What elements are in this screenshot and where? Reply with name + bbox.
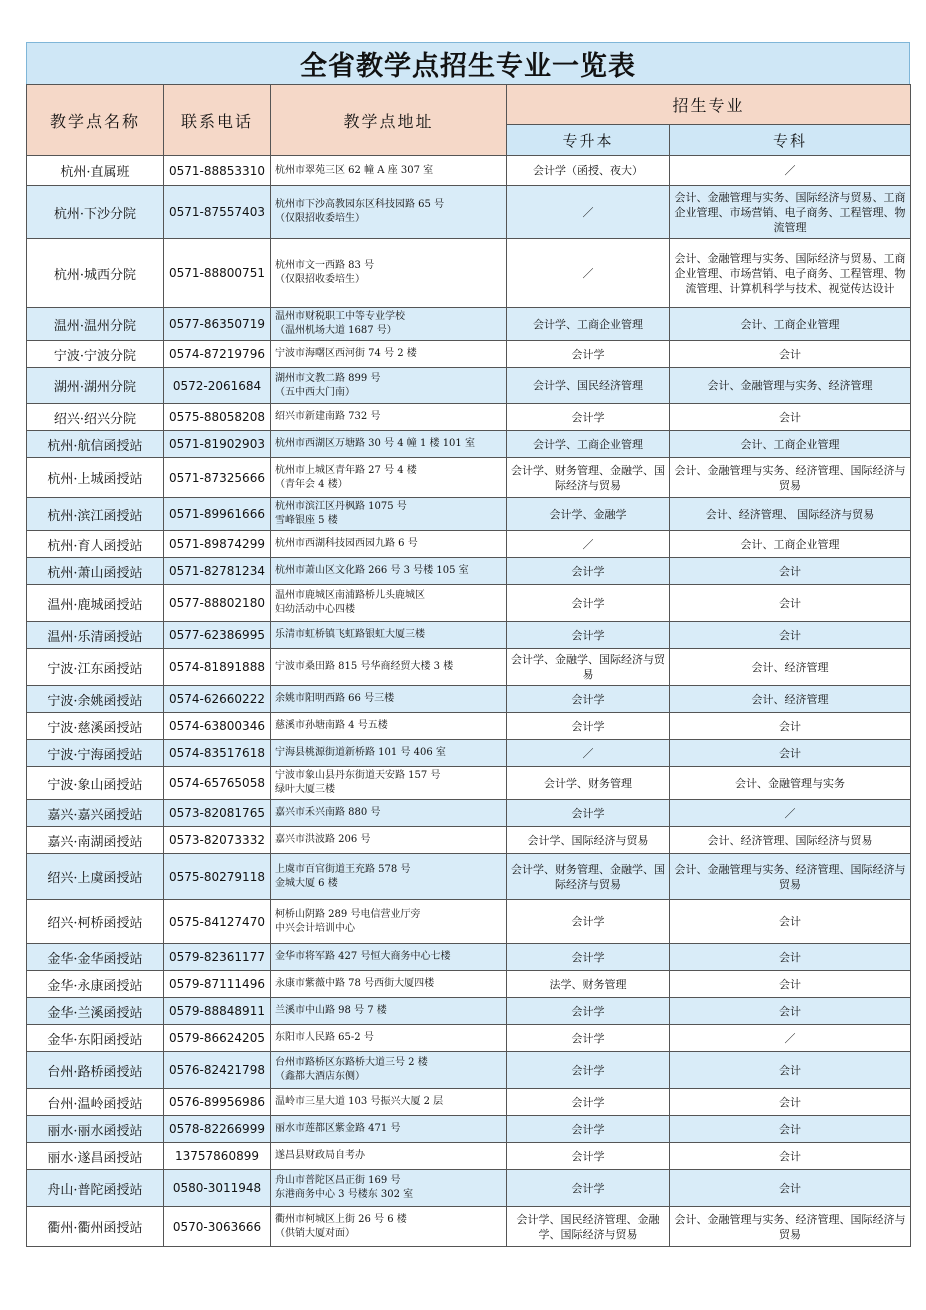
college-majors: 会计、工商企业管理 xyxy=(670,531,911,558)
college-majors: 会计 xyxy=(670,1116,911,1143)
site-address xyxy=(271,368,507,404)
upgrade-majors: 会计学、国际经济与贸易 xyxy=(507,827,670,854)
upgrade-majors: 会计学、工商企业管理 xyxy=(507,431,670,458)
address-line-1: 衢州市柯城区上街 26 号 6 楼 xyxy=(275,1213,407,1225)
table-row xyxy=(27,1143,911,1170)
upgrade-majors: 会计学、国民经济管理、金融学、国际经济与贸易 xyxy=(507,1207,670,1247)
site-phone: 0575-80279118 xyxy=(164,854,271,900)
college-majors: 会计 xyxy=(670,971,911,998)
address-line-1: 东阳市人民路 65-2 号 xyxy=(275,1032,374,1043)
address-line-2: （温州机场大道 1687 号） xyxy=(275,325,397,336)
header-upgrade: 专升本 xyxy=(507,125,670,156)
college-majors: 会计、金融管理与实务、经济管理、国际经济与贸易 xyxy=(670,854,911,900)
address-line-1: 杭州市滨江区丹枫路 1075 号 xyxy=(275,501,407,512)
site-phone: 0577-86350719 xyxy=(164,308,271,341)
college-majors: 会计 xyxy=(670,944,911,971)
address-line-1: 台州市路桥区东路桥大道三号 2 楼 xyxy=(275,1057,428,1068)
address-line-2: （青年会 4 楼） xyxy=(275,478,348,490)
site-address xyxy=(271,1143,507,1170)
upgrade-majors: 会计学 xyxy=(507,341,670,368)
site-phone: 0571-87557403 xyxy=(164,186,271,239)
college-majors: 会计、经济管理、 国际经济与贸易 xyxy=(670,498,911,531)
upgrade-majors: 会计学 xyxy=(507,1170,670,1207)
site-address xyxy=(271,800,507,827)
header-phone: 联系电话 xyxy=(164,85,271,156)
table-row xyxy=(27,998,911,1025)
site-name: 杭州·航信函授站 xyxy=(27,431,164,458)
college-majors: 会计、金融管理与实务、国际经济与贸易、工商企业管理、市场营销、电子商务、工程管理、物流管理、计算机科学与技术、视觉传达设计 xyxy=(670,239,911,308)
upgrade-majors: 会计学 xyxy=(507,900,670,944)
site-phone: 13757860899 xyxy=(164,1143,271,1170)
table-row xyxy=(27,239,911,308)
table-row xyxy=(27,900,911,944)
address-line-1: 宁波市海曙区西河街 74 号 2 楼 xyxy=(275,348,417,359)
site-name: 金华·金华函授站 xyxy=(27,944,164,971)
address-line-2: 雪峰银座 5 楼 xyxy=(275,515,338,526)
college-majors: 会计 xyxy=(670,998,911,1025)
address-line-2: （五中西大门南） xyxy=(275,386,355,398)
college-majors: 会计、经济管理 xyxy=(670,686,911,713)
address-line-1: 乐清市虹桥镇飞虹路银虹大厦三楼 xyxy=(275,629,425,640)
upgrade-majors: 会计学、财务管理 xyxy=(507,767,670,800)
address-line-1: 兰溪市中山路 98 号 7 楼 xyxy=(275,1005,387,1016)
site-address xyxy=(271,156,507,186)
upgrade-majors: 会计学、财务管理、金融学、国际经济与贸易 xyxy=(507,854,670,900)
address-line-1: 上虞市百官街道王充路 578 号 xyxy=(275,863,411,875)
upgrade-majors: 会计学 xyxy=(507,1116,670,1143)
site-phone: 0577-62386995 xyxy=(164,622,271,649)
site-address xyxy=(271,944,507,971)
site-address xyxy=(271,713,507,740)
address-line-2: （仅限招收委培生） xyxy=(275,213,365,224)
address-line-2: 东港商务中心 3 号楼东 302 室 xyxy=(275,1189,414,1200)
site-name: 衢州·衢州函授站 xyxy=(27,1207,164,1247)
site-phone: 0573-82081765 xyxy=(164,800,271,827)
table-row xyxy=(27,404,911,431)
address-line-1: 遂昌县财政局自考办 xyxy=(275,1150,365,1161)
upgrade-majors: 会计学、财务管理、金融学、国际经济与贸易 xyxy=(507,458,670,498)
address-line-1: 宁波市象山县丹东街道天安路 157 号 xyxy=(275,770,441,781)
site-address xyxy=(271,431,507,458)
site-name: 湖州·湖州分院 xyxy=(27,368,164,404)
college-majors: 会计、金融管理与实务、经济管理 xyxy=(670,368,911,404)
upgrade-majors: 会计学 xyxy=(507,1052,670,1089)
address-line-1: 温岭市三星大道 103 号振兴大厦 2 层 xyxy=(275,1096,444,1107)
table-row xyxy=(27,498,911,531)
site-name: 金华·东阳函授站 xyxy=(27,1025,164,1052)
college-majors: 会计 xyxy=(670,622,911,649)
college-majors: ／ xyxy=(670,156,911,186)
site-phone: 0575-88058208 xyxy=(164,404,271,431)
site-address xyxy=(271,649,507,686)
college-majors: 会计 xyxy=(670,1143,911,1170)
site-address xyxy=(271,1207,507,1247)
site-name: 宁波·慈溪函授站 xyxy=(27,713,164,740)
upgrade-majors: 法学、财务管理 xyxy=(507,971,670,998)
site-name: 杭州·滨江函授站 xyxy=(27,498,164,531)
address-line-1: 丽水市莲都区紫金路 471 号 xyxy=(275,1123,401,1134)
site-phone: 0570-3063666 xyxy=(164,1207,271,1247)
table-row xyxy=(27,558,911,585)
header-address: 教学点地址 xyxy=(271,85,507,156)
upgrade-majors: 会计学 xyxy=(507,944,670,971)
site-address xyxy=(271,498,507,531)
upgrade-majors: 会计学 xyxy=(507,800,670,827)
site-name: 杭州·直属班 xyxy=(27,156,164,186)
upgrade-majors: ／ xyxy=(507,186,670,239)
site-phone: 0578-82266999 xyxy=(164,1116,271,1143)
college-majors: 会计 xyxy=(670,1170,911,1207)
site-phone: 0579-86624205 xyxy=(164,1025,271,1052)
upgrade-majors: 会计学 xyxy=(507,585,670,622)
address-line-1: 杭州市西湖科技园西园九路 6 号 xyxy=(275,538,418,549)
college-majors: 会计 xyxy=(670,1052,911,1089)
table-row xyxy=(27,713,911,740)
site-address xyxy=(271,308,507,341)
college-majors: 会计、工商企业管理 xyxy=(670,431,911,458)
site-name: 台州·温岭函授站 xyxy=(27,1089,164,1116)
site-address xyxy=(271,1025,507,1052)
site-name: 嘉兴·嘉兴函授站 xyxy=(27,800,164,827)
address-line-1: 柯桥山阴路 289 号电信营业厅旁 xyxy=(275,908,421,920)
upgrade-majors: ／ xyxy=(507,239,670,308)
header-majors: 招生专业 xyxy=(507,85,911,125)
site-name: 宁波·江东函授站 xyxy=(27,649,164,686)
page-title: 全省教学点招生专业一览表 xyxy=(300,51,636,82)
site-address xyxy=(271,585,507,622)
table-row xyxy=(27,767,911,800)
address-line-2: 中兴会计培训中心 xyxy=(275,922,355,934)
address-line-1: 慈溪市孙塘南路 4 号五楼 xyxy=(275,720,388,731)
college-majors: ／ xyxy=(670,800,911,827)
site-name: 温州·温州分院 xyxy=(27,308,164,341)
site-address xyxy=(271,341,507,368)
table-row xyxy=(27,827,911,854)
college-majors: 会计、工商企业管理 xyxy=(670,308,911,341)
site-phone: 0571-89961666 xyxy=(164,498,271,531)
upgrade-majors: 会计学 xyxy=(507,998,670,1025)
site-address xyxy=(271,558,507,585)
address-line-1: 杭州市上城区青年路 27 号 4 楼 xyxy=(275,464,417,476)
site-phone: 0577-88802180 xyxy=(164,585,271,622)
upgrade-majors: 会计学、工商企业管理 xyxy=(507,308,670,341)
site-address xyxy=(271,767,507,800)
address-line-1: 湖州市文教二路 899 号 xyxy=(275,372,381,384)
address-line-1: 杭州市翠苑三区 62 幢 A 座 307 室 xyxy=(275,164,434,176)
address-line-1: 温州市鹿城区南浦路桥儿头鹿城区 xyxy=(275,590,425,601)
college-majors: 会计 xyxy=(670,900,911,944)
site-phone: 0571-88800751 xyxy=(164,239,271,308)
address-line-1: 舟山市普陀区昌正街 169 号 xyxy=(275,1175,401,1186)
address-line-1: 杭州市西湖区万塘路 30 号 4 幢 1 楼 101 室 xyxy=(275,438,475,449)
college-majors: 会计 xyxy=(670,740,911,767)
upgrade-majors: 会计学 xyxy=(507,1089,670,1116)
address-line-1: 嘉兴市禾兴南路 880 号 xyxy=(275,807,381,818)
address-line-1: 金华市将军路 427 号恒大商务中心七楼 xyxy=(275,951,451,962)
address-line-1: 杭州市下沙高教园东区科技园路 65 号 xyxy=(275,199,445,210)
table-row xyxy=(27,1116,911,1143)
address-line-2: 妇幼活动中心四楼 xyxy=(275,604,355,615)
site-phone: 0572-2061684 xyxy=(164,368,271,404)
site-name: 杭州·育人函授站 xyxy=(27,531,164,558)
table-row xyxy=(27,308,911,341)
address-line-2: （鑫都大酒店东侧） xyxy=(275,1071,365,1082)
table-row xyxy=(27,186,911,239)
site-phone: 0571-88853310 xyxy=(164,156,271,186)
address-line-1: 嘉兴市洪波路 206 号 xyxy=(275,834,371,845)
upgrade-majors: 会计学 xyxy=(507,1025,670,1052)
site-address xyxy=(271,186,507,239)
site-address xyxy=(271,458,507,498)
college-majors: 会计 xyxy=(670,585,911,622)
table-row xyxy=(27,431,911,458)
table-row xyxy=(27,531,911,558)
site-name: 宁波·余姚函授站 xyxy=(27,686,164,713)
upgrade-majors: 会计学 xyxy=(507,713,670,740)
table-row xyxy=(27,341,911,368)
site-name: 绍兴·柯桥函授站 xyxy=(27,900,164,944)
upgrade-majors: 会计学、金融学、国际经济与贸易 xyxy=(507,649,670,686)
site-name: 宁波·象山函授站 xyxy=(27,767,164,800)
table-row xyxy=(27,854,911,900)
table-body xyxy=(27,156,911,1247)
site-address xyxy=(271,740,507,767)
college-majors: 会计 xyxy=(670,1089,911,1116)
college-majors: 会计 xyxy=(670,558,911,585)
upgrade-majors: 会计学 xyxy=(507,1143,670,1170)
site-address xyxy=(271,531,507,558)
site-address xyxy=(271,1170,507,1207)
site-phone: 0574-81891888 xyxy=(164,649,271,686)
site-name: 杭州·城西分院 xyxy=(27,239,164,308)
site-name: 金华·永康函授站 xyxy=(27,971,164,998)
site-name: 温州·鹿城函授站 xyxy=(27,585,164,622)
upgrade-majors: 会计学 xyxy=(507,404,670,431)
address-line-1: 杭州市文一西路 83 号 xyxy=(275,260,375,271)
site-address xyxy=(271,239,507,308)
address-line-2: （仅限招收委培生） xyxy=(275,274,365,285)
site-name: 温州·乐清函授站 xyxy=(27,622,164,649)
site-phone: 0574-63800346 xyxy=(164,713,271,740)
address-line-1: 绍兴市新建南路 732 号 xyxy=(275,411,381,422)
table-row xyxy=(27,740,911,767)
site-address xyxy=(271,998,507,1025)
site-address xyxy=(271,622,507,649)
table-row xyxy=(27,1089,911,1116)
table-row xyxy=(27,1207,911,1247)
table-row xyxy=(27,622,911,649)
site-address xyxy=(271,1089,507,1116)
site-name: 舟山·普陀函授站 xyxy=(27,1170,164,1207)
upgrade-majors: ／ xyxy=(507,531,670,558)
college-majors: 会计 xyxy=(670,713,911,740)
table-row xyxy=(27,944,911,971)
site-phone: 0571-81902903 xyxy=(164,431,271,458)
site-name: 台州·路桥函授站 xyxy=(27,1052,164,1089)
site-address xyxy=(271,827,507,854)
site-phone: 0580-3011948 xyxy=(164,1170,271,1207)
table-row xyxy=(27,686,911,713)
upgrade-majors: 会计学 xyxy=(507,558,670,585)
site-name: 丽水·遂昌函授站 xyxy=(27,1143,164,1170)
address-line-1: 杭州市萧山区文化路 266 号 3 号楼 105 室 xyxy=(275,565,469,576)
site-address xyxy=(271,900,507,944)
site-phone: 0576-89956986 xyxy=(164,1089,271,1116)
site-name: 丽水·丽水函授站 xyxy=(27,1116,164,1143)
address-line-1: 永康市紫薇中路 78 号西街大厦四楼 xyxy=(275,978,435,989)
address-line-2: 金城大厦 6 楼 xyxy=(275,877,338,889)
site-phone: 0579-88848911 xyxy=(164,998,271,1025)
college-majors: 会计 xyxy=(670,404,911,431)
site-phone: 0579-87111496 xyxy=(164,971,271,998)
enrollment-table xyxy=(26,84,911,1247)
college-majors: 会计 xyxy=(670,341,911,368)
site-name: 宁波·宁海函授站 xyxy=(27,740,164,767)
site-address xyxy=(271,686,507,713)
site-name: 宁波·宁波分院 xyxy=(27,341,164,368)
table-row xyxy=(27,585,911,622)
site-phone: 0574-87219796 xyxy=(164,341,271,368)
site-address xyxy=(271,1116,507,1143)
site-phone: 0574-83517618 xyxy=(164,740,271,767)
site-phone: 0571-82781234 xyxy=(164,558,271,585)
address-line-1: 温州市财税职工中等专业学校 xyxy=(275,311,405,322)
site-name: 杭州·上城函授站 xyxy=(27,458,164,498)
table-row xyxy=(27,971,911,998)
college-majors: 会计、金融管理与实务 xyxy=(670,767,911,800)
site-address xyxy=(271,971,507,998)
site-name: 金华·兰溪函授站 xyxy=(27,998,164,1025)
college-majors: 会计、经济管理、国际经济与贸易 xyxy=(670,827,911,854)
header-college: 专科 xyxy=(670,125,911,156)
site-address xyxy=(271,1052,507,1089)
address-line-2: 绿叶大厦三楼 xyxy=(275,784,335,795)
table-row xyxy=(27,156,911,186)
site-name: 嘉兴·南湖函授站 xyxy=(27,827,164,854)
site-phone: 0574-62660222 xyxy=(164,686,271,713)
table-row xyxy=(27,800,911,827)
table-row xyxy=(27,458,911,498)
site-name: 杭州·萧山函授站 xyxy=(27,558,164,585)
site-name: 绍兴·绍兴分院 xyxy=(27,404,164,431)
header-name: 教学点名称 xyxy=(27,85,164,156)
upgrade-majors: ／ xyxy=(507,740,670,767)
site-address xyxy=(271,404,507,431)
college-majors: 会计、金融管理与实务、国际经济与贸易、工商企业管理、市场营销、电子商务、工程管理、物流管理 xyxy=(670,186,911,239)
site-phone: 0571-87325666 xyxy=(164,458,271,498)
site-phone: 0573-82073332 xyxy=(164,827,271,854)
title-bar xyxy=(26,42,910,84)
upgrade-majors: 会计学、金融学 xyxy=(507,498,670,531)
site-phone: 0574-65765058 xyxy=(164,767,271,800)
college-majors: 会计、金融管理与实务、经济管理、国际经济与贸易 xyxy=(670,1207,911,1247)
site-phone: 0571-89874299 xyxy=(164,531,271,558)
site-name: 杭州·下沙分院 xyxy=(27,186,164,239)
college-majors: ／ xyxy=(670,1025,911,1052)
college-majors: 会计、经济管理 xyxy=(670,649,911,686)
address-line-1: 宁海县桃源街道新桥路 101 号 406 室 xyxy=(275,747,446,758)
upgrade-majors: 会计学（函授、夜大） xyxy=(507,156,670,186)
upgrade-majors: 会计学 xyxy=(507,686,670,713)
college-majors: 会计、金融管理与实务、经济管理、国际经济与贸易 xyxy=(670,458,911,498)
address-line-2: （供销大厦对面） xyxy=(275,1227,355,1239)
site-phone: 0575-84127470 xyxy=(164,900,271,944)
upgrade-majors: 会计学 xyxy=(507,622,670,649)
address-line-1: 宁波市桑田路 815 号华商经贸大楼 3 楼 xyxy=(275,661,454,672)
site-address xyxy=(271,854,507,900)
site-phone: 0579-82361177 xyxy=(164,944,271,971)
table-row xyxy=(27,1025,911,1052)
site-name: 绍兴·上虞函授站 xyxy=(27,854,164,900)
table-row xyxy=(27,1052,911,1089)
enrollment-sheet xyxy=(26,42,910,1247)
table-row xyxy=(27,649,911,686)
table-row xyxy=(27,1170,911,1207)
site-phone: 0576-82421798 xyxy=(164,1052,271,1089)
upgrade-majors: 会计学、国民经济管理 xyxy=(507,368,670,404)
address-line-1: 余姚市阳明西路 66 号三楼 xyxy=(275,693,395,704)
table-row xyxy=(27,368,911,404)
